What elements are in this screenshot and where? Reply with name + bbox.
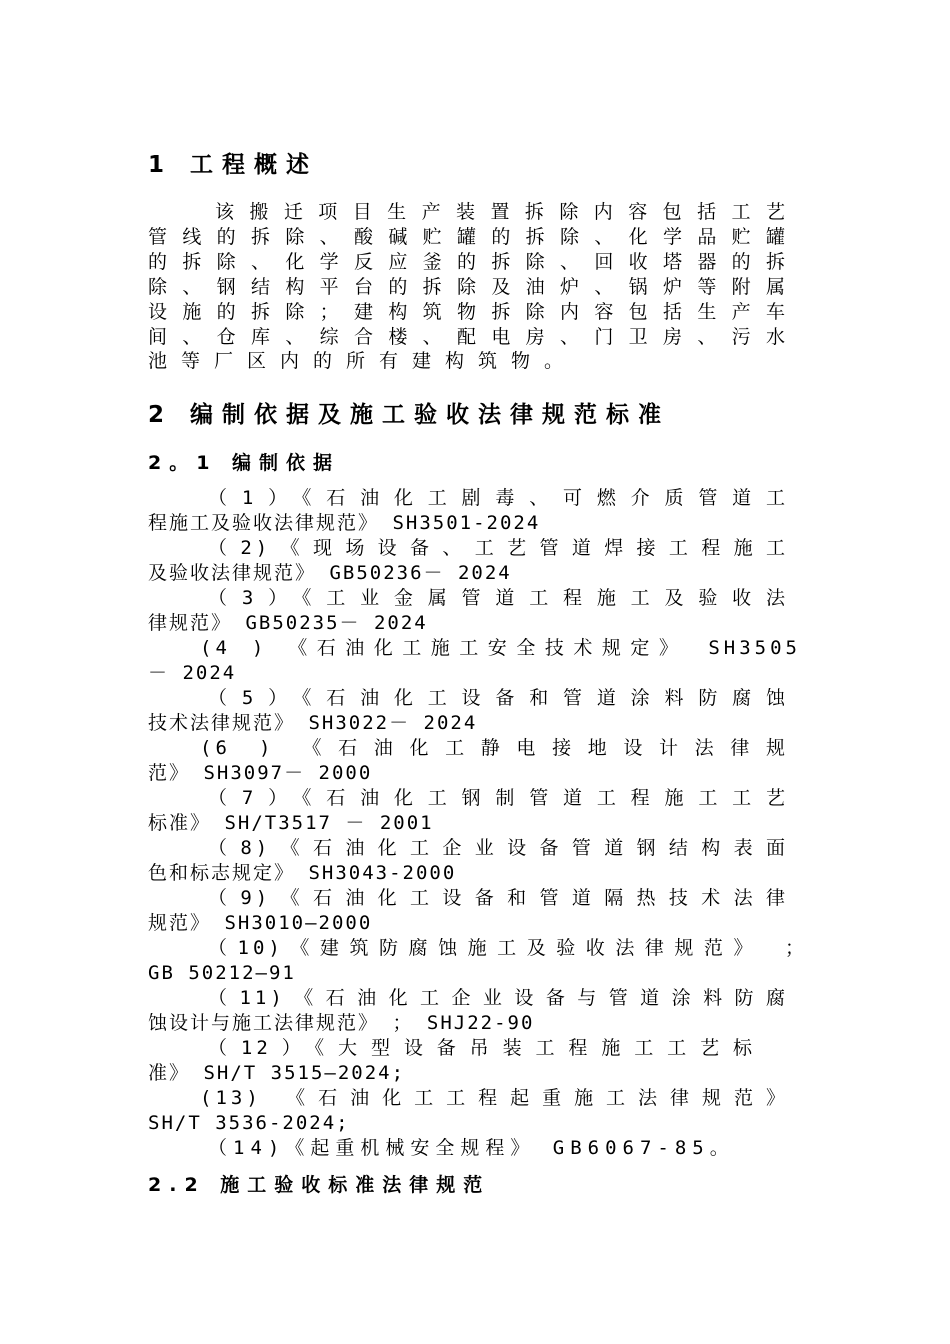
list-item: 色和标志规定》 SH3043-2000 bbox=[148, 862, 457, 884]
section-2-1-title: 2。1 编制依据 bbox=[148, 452, 341, 474]
list-item: 蚀设计与施工法律规范》 ； SHJ22-90 bbox=[148, 1012, 535, 1034]
section-2-2-title: 2.2 施工验收标准法律规范 bbox=[148, 1174, 491, 1196]
paragraph-line: 管线的拆除、酸碱贮罐的拆除、化学品贮罐 bbox=[148, 226, 789, 248]
list-item: (13) 《石油化工工程起重施工法律规范》 bbox=[200, 1087, 789, 1109]
list-item: 标准》 SH/T3517 － 2001 bbox=[148, 812, 434, 834]
list-item: 规范》 SH3010—2000 bbox=[148, 912, 373, 934]
list-item: 范》 SH3097－ 2000 bbox=[148, 762, 373, 784]
paragraph-line: 该搬迁项目生产装置拆除内容包括工艺 bbox=[215, 201, 789, 223]
list-item: 程施工及验收法律规范》 SH3501-2024 bbox=[148, 512, 541, 534]
list-item: （10)《建筑防腐蚀施工及验收法律规范》 ； bbox=[208, 937, 808, 959]
list-item: － 2024 bbox=[148, 662, 237, 684]
paragraph-line: 池等厂区内的所有建构筑物。 bbox=[148, 350, 578, 372]
list-item: 准》 SH/T 3515—2024; bbox=[148, 1062, 406, 1084]
list-item: （3）《工业金属管道工程施工及验收法 bbox=[208, 587, 789, 609]
list-item: （7）《石油化工钢制管道工程施工工艺 bbox=[208, 787, 789, 809]
paragraph-line: 的拆除、化学反应釜的拆除、回收塔器的拆 bbox=[148, 251, 789, 273]
list-item: （2)《现场设备、工艺管道焊接工程施工 bbox=[208, 537, 789, 559]
list-item: （11)《石油化工企业设备与管道涂料防腐 bbox=[208, 987, 789, 1009]
list-item: （5）《石油化工设备和管道涂料防腐蚀 bbox=[208, 687, 789, 709]
list-item: 技术法律规范》 SH3022－ 2024 bbox=[148, 712, 478, 734]
paragraph-line: 间、仓库、综合楼、配电房、门卫房、污水 bbox=[148, 326, 789, 348]
section-1-title: 1 工程概述 bbox=[148, 152, 319, 178]
list-item: GB 50212—91 bbox=[148, 962, 296, 984]
list-item: （1）《石油化工剧毒、可燃介质管道工 bbox=[208, 487, 789, 509]
list-item: （14)《起重机械安全规程》 GB6067-85。 bbox=[208, 1137, 735, 1159]
list-item: （8)《石油化工企业设备管道钢结构表面 bbox=[208, 837, 789, 859]
paragraph-line: 设施的拆除；建构筑物拆除内容包括生产车 bbox=[148, 301, 789, 323]
list-item: SH/T 3536-2024; bbox=[148, 1112, 350, 1134]
list-item: (6 ) 《石油化工静电接地设计法律规 bbox=[200, 737, 789, 759]
list-item: 及验收法律规范》 GB50236－ 2024 bbox=[148, 562, 512, 584]
list-item: 律规范》 GB50235－ 2024 bbox=[148, 612, 428, 634]
list-item: （12）《大型设备吊装工程施工工艺标 bbox=[208, 1037, 756, 1059]
paragraph-line: 除、钢结构平台的拆除及油炉、锅炉等附属 bbox=[148, 276, 789, 298]
list-item: （9)《石油化工设备和管道隔热技术法律 bbox=[208, 887, 789, 909]
section-2-title: 2 编制依据及施工验收法律规范标准 bbox=[148, 402, 671, 428]
list-item: (4 ) 《石油化工施工安全技术规定》 SH3505 bbox=[200, 637, 801, 659]
